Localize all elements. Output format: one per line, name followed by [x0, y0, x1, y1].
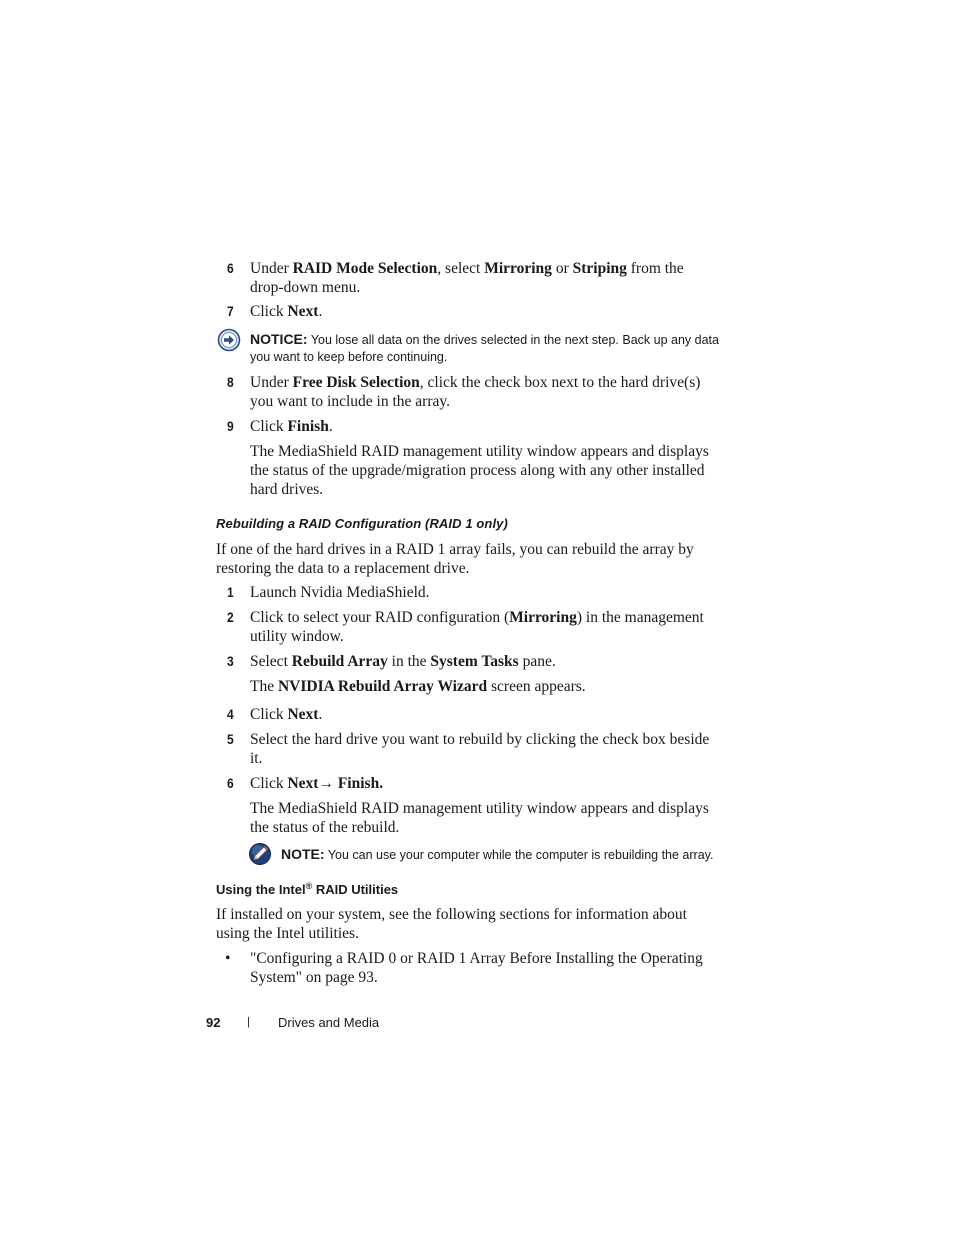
paragraph: The MediaShield RAID management utility window appears and displays the status of the upgrade/migration process along with any other installed hard drives.	[250, 443, 709, 498]
step-number: 8	[227, 374, 234, 390]
notice-lead: NOTICE:	[250, 331, 308, 347]
text: ) in the management utility window.	[250, 609, 704, 645]
arrow-icon: →	[318, 775, 334, 792]
text: .	[318, 706, 323, 723]
text: from the drop-down menu.	[250, 260, 684, 296]
text: in the	[387, 653, 431, 670]
text: RAID Utilities	[312, 882, 399, 897]
paragraph: The MediaShield RAID management utility window appears and displays the status of the rebuild.	[250, 800, 709, 836]
step-number: 4	[227, 706, 234, 722]
text: .	[328, 418, 333, 435]
step-number: 5	[227, 731, 234, 747]
notice-icon	[217, 328, 241, 352]
text: Select	[250, 653, 292, 670]
text: Click	[250, 418, 288, 435]
notice-box	[250, 331, 720, 366]
step-text	[250, 373, 720, 411]
registered-mark: ®	[305, 881, 313, 891]
page-number: 92	[206, 1015, 221, 1030]
text: .	[379, 775, 384, 792]
step-number: 3	[227, 653, 234, 669]
step-text	[250, 608, 720, 646]
step-number: 6	[227, 260, 234, 276]
step-text: Select the hard drive you want to rebuild by clicking the check box beside it.	[250, 731, 710, 767]
footer-separator: |	[247, 1016, 250, 1028]
step-text	[250, 302, 720, 321]
step-number: 9	[227, 418, 234, 434]
text: .	[318, 303, 323, 320]
text: pane.	[518, 653, 556, 670]
step-text	[250, 705, 720, 724]
step-text	[250, 774, 720, 793]
text: screen appears.	[487, 678, 586, 695]
step-result	[250, 677, 720, 696]
text: , click the check box next to the hard drive(s) you want to include in the array.	[250, 374, 701, 410]
ui-term: Finish	[287, 418, 329, 435]
paragraph: If installed on your system, see the following sections for information about using the Intel utilities.	[216, 906, 687, 942]
ui-term: Finish	[333, 775, 380, 792]
ui-term: Striping	[572, 260, 627, 277]
footer-chapter-title: Drives and Media	[278, 1015, 380, 1030]
cross-reference-link[interactable]: "Configuring a RAID 0 or RAID 1 Array Before Installing the Operating System" on page 93.	[250, 950, 703, 986]
text: Under	[250, 260, 293, 277]
notice-body: You lose all data on the drives selected in the next step. Back up any data you want to keep before continuing.	[250, 333, 719, 364]
bullet-icon: •	[225, 950, 231, 967]
ui-term: NVIDIA Rebuild Array Wizard	[277, 678, 488, 695]
step-number: 2	[227, 609, 234, 625]
text: Click	[250, 303, 288, 320]
paragraph: If one of the hard drives in a RAID 1 array fails, you can rebuild the array by restoring the data to a replacement drive.	[216, 541, 694, 577]
text: Click	[250, 706, 288, 723]
text: Click to select your RAID configuration (	[250, 609, 510, 626]
section-heading	[216, 882, 398, 897]
ui-term: Free Disk Selection	[292, 374, 420, 391]
ui-term: Mirroring	[509, 609, 577, 626]
ui-term: Mirroring	[484, 260, 552, 277]
step-text	[250, 259, 720, 297]
ui-term: RAID Mode Selection	[292, 260, 438, 277]
text: The	[250, 678, 278, 695]
text: , select	[437, 260, 485, 277]
ui-term: Next	[287, 775, 319, 792]
note-pencil-icon	[248, 842, 272, 866]
step-number: 6	[227, 775, 234, 791]
note-box	[281, 846, 741, 864]
step-text	[250, 417, 720, 436]
step-number: 1	[227, 584, 234, 600]
section-heading: Rebuilding a RAID Configuration (RAID 1 only)	[216, 516, 508, 531]
ui-term: Next	[287, 303, 319, 320]
ui-term: Next	[287, 706, 319, 723]
text: Using the Intel	[216, 882, 306, 897]
ui-term: Rebuild Array	[291, 653, 388, 670]
step-text: Launch Nvidia MediaShield.	[250, 584, 430, 601]
ui-term: System Tasks	[430, 653, 519, 670]
text: Click	[250, 775, 288, 792]
step-number: 7	[227, 303, 234, 319]
note-body: You can use your computer while the computer is rebuilding the array.	[327, 848, 714, 862]
text: Under	[250, 374, 293, 391]
step-text	[250, 652, 720, 671]
text: or	[551, 260, 573, 277]
note-lead: NOTE:	[281, 846, 325, 862]
